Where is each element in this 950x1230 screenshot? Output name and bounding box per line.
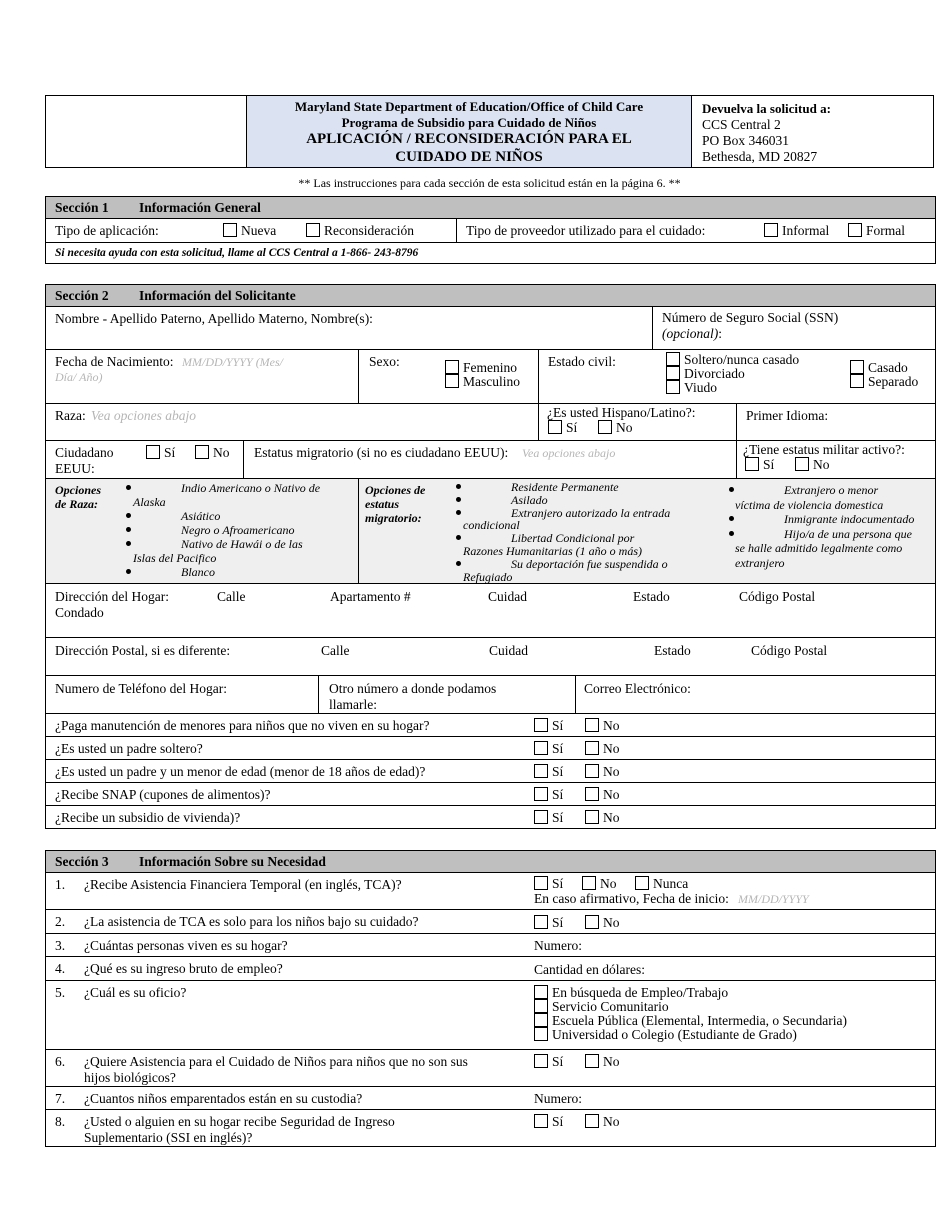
- section1-row-app-type: [45, 218, 936, 243]
- yes-option[interactable]: [534, 1054, 563, 1070]
- checkbox[interactable]: [582, 876, 596, 890]
- bullet-icon: [126, 513, 131, 518]
- divider: [243, 441, 244, 479]
- checkbox[interactable]: [745, 457, 759, 471]
- app-type-label: Tipo de aplicación:: [55, 223, 159, 238]
- name-ssn-row: [45, 306, 936, 350]
- option-label: No: [603, 1054, 620, 1069]
- citizen-label-line1: Ciudadano: [55, 445, 114, 460]
- status-option-label: Residente Permanente: [511, 480, 619, 494]
- race-option-cont: [126, 495, 356, 509]
- question-text: ¿La asistencia de TCA es solo para los niños bajo su cuidado?: [84, 914, 419, 929]
- yes-option[interactable]: [534, 1114, 563, 1130]
- option-label: Reconsideración: [324, 223, 414, 238]
- checkbox[interactable]: [585, 741, 599, 755]
- question-text: ¿Cuantos niños emparentados están en su custodia?: [84, 1091, 363, 1106]
- no-option[interactable]: [585, 810, 620, 826]
- option-label: Divorciado: [684, 366, 745, 381]
- sex-label: Sexo:: [369, 354, 400, 369]
- mail-street-label[interactable]: Calle: [321, 643, 350, 658]
- question-number: 6.: [55, 1054, 66, 1069]
- checkbox[interactable]: [585, 1114, 599, 1128]
- app-type-reconsideration-option[interactable]: [306, 223, 414, 239]
- status-option-label: Hijo/a de una persona que: [784, 526, 912, 541]
- checkbox[interactable]: [534, 1054, 548, 1068]
- yes-option[interactable]: [534, 810, 563, 826]
- first-language-label: Primer Idioma:: [746, 408, 829, 423]
- yes-option[interactable]: [534, 718, 563, 734]
- option-label: Viudo: [684, 380, 717, 395]
- number-label[interactable]: Numero:: [534, 938, 582, 953]
- status-option-label: extranjero: [735, 555, 785, 570]
- race-option-label: Nativo de Hawái o de las: [181, 537, 303, 551]
- civil-separated-option[interactable]: [850, 374, 918, 390]
- occupation-option[interactable]: [534, 1027, 797, 1043]
- race-option: [126, 523, 356, 537]
- other-phone-label-line1: Otro número a donde podamos: [329, 681, 497, 696]
- yes-option[interactable]: [534, 915, 563, 931]
- no-option[interactable]: [585, 915, 620, 931]
- yes-option[interactable]: [534, 876, 563, 892]
- military-label: ¿Tiene estatus militar activo?:: [743, 442, 905, 457]
- hispanic-no-option[interactable]: [598, 420, 633, 436]
- question-text: ¿Qué es su ingreso bruto de empleo?: [84, 961, 283, 976]
- checkbox[interactable]: [585, 915, 599, 929]
- question-row: [45, 759, 936, 783]
- home-apartment-label[interactable]: Apartamento #: [330, 589, 411, 604]
- checkbox[interactable]: [146, 445, 160, 459]
- status-option: [729, 483, 934, 498]
- checkbox[interactable]: [585, 718, 599, 732]
- checkbox[interactable]: [445, 360, 459, 374]
- phone-email-row: [45, 675, 936, 714]
- question-row: [45, 736, 936, 760]
- question-number: 5.: [55, 985, 66, 1000]
- question-row: [45, 782, 936, 806]
- checkbox[interactable]: [534, 876, 548, 890]
- mail-city-label[interactable]: Cuidad: [489, 643, 528, 658]
- section1-number: Sección 1: [55, 200, 109, 215]
- number-label[interactable]: Numero:: [534, 1091, 582, 1106]
- divider: [575, 676, 576, 714]
- checkbox[interactable]: [534, 1027, 548, 1041]
- question-text: ¿Recibe Asistencia Financiera Temporal (en inglés, TCA)?: [84, 877, 402, 892]
- option-label: No: [603, 810, 620, 825]
- status-option-label: víctima de violencia domestica: [735, 497, 884, 512]
- status-options-list-2: [729, 483, 934, 570]
- option-label: Casado: [868, 360, 908, 375]
- checkbox[interactable]: [534, 1013, 548, 1027]
- section2-number: Sección 2: [55, 288, 109, 303]
- option-label: Sí: [552, 1054, 564, 1069]
- name-label: Nombre - Apellido Paterno, Apellido Materno, Nombre(s):: [55, 311, 373, 326]
- question-number: 1.: [55, 877, 66, 892]
- status-option-cont: [456, 571, 731, 584]
- mail-state-label[interactable]: Estado: [654, 643, 691, 658]
- citizen-label-line2: EEUU:: [55, 461, 95, 476]
- question-text: ¿Cuántas personas viven es su hogar?: [84, 938, 288, 953]
- home-state-label[interactable]: Estado: [633, 589, 670, 604]
- question-text: ¿Paga manutención de menores para niños que no viven en su hogar?: [55, 718, 430, 733]
- section3-q7-row: [45, 1086, 936, 1110]
- race-option-label: Blanco: [181, 565, 215, 579]
- option-label: No: [603, 764, 620, 779]
- return-address-line1: CCS Central 2: [702, 117, 781, 132]
- help-text: Si necesita ayuda con esta solicitud, llame al CCS Central a 1-866- 243-8796: [55, 247, 419, 259]
- checkbox[interactable]: [598, 420, 612, 434]
- return-address-line3: Bethesda, MD 20827: [702, 149, 818, 164]
- military-no-option[interactable]: [795, 457, 830, 473]
- section3-q3-row: [45, 933, 936, 957]
- migratory-placeholder[interactable]: Vea opciones abajo: [522, 446, 616, 460]
- status-option-cont: [729, 541, 934, 556]
- checkbox[interactable]: [195, 445, 209, 459]
- race-option-label: Indio Americano o Nativo de: [181, 481, 321, 495]
- divider: [736, 404, 737, 441]
- race-option: [126, 509, 356, 523]
- option-label: Sí: [552, 764, 564, 779]
- option-label: No: [813, 457, 830, 472]
- citizen-yes-option[interactable]: [146, 445, 175, 461]
- question-number: 8.: [55, 1114, 66, 1129]
- no-option[interactable]: [585, 787, 620, 803]
- checkbox[interactable]: [306, 223, 320, 237]
- return-label: Devuelva la solicitud a:: [702, 101, 831, 116]
- option-label: Sí: [552, 915, 564, 930]
- checkbox[interactable]: [585, 764, 599, 778]
- never-option[interactable]: [635, 876, 688, 892]
- option-label: Formal: [866, 223, 905, 238]
- race-options-title-line2: de Raza:: [55, 497, 98, 511]
- option-label: No: [616, 420, 633, 435]
- no-option[interactable]: [585, 1114, 620, 1130]
- home-city-label[interactable]: Cuidad: [488, 589, 527, 604]
- bullet-icon: [126, 527, 131, 532]
- checkbox[interactable]: [548, 420, 562, 434]
- option-label: Informal: [782, 223, 830, 238]
- dob-sex-civil-row: [45, 349, 936, 404]
- question-text: ¿Recibe SNAP (cupones de alimentos)?: [55, 787, 271, 802]
- home-county-label[interactable]: Condado: [55, 605, 104, 620]
- option-label: Sí: [552, 718, 564, 733]
- option-label: Sí: [552, 810, 564, 825]
- status-option-label: Refugiado: [463, 569, 513, 584]
- bullet-icon: [456, 561, 461, 566]
- status-option-label: Su deportación fue suspendida o: [511, 556, 668, 571]
- dob-placeholder-line1[interactable]: MM/DD/YYYY (Mes/: [182, 355, 284, 369]
- hispanic-label: ¿Es usted Hispano/Latino?:: [547, 405, 696, 420]
- race-option-label: Alaska: [133, 495, 166, 509]
- status-option-label: Razones Humanitarias (1 año o más): [463, 543, 642, 558]
- civil-widowed-option[interactable]: [666, 380, 717, 396]
- section1-header: [45, 196, 936, 219]
- race-option-cont: [126, 551, 356, 565]
- option-label: No: [603, 741, 620, 756]
- checkbox[interactable]: [534, 999, 548, 1013]
- status-option-label: Extranjero autorizado la entrada: [511, 505, 671, 520]
- section3-q4-row: [45, 956, 936, 981]
- divider: [318, 676, 319, 714]
- no-option[interactable]: [585, 741, 620, 757]
- migratory-label: Estatus migratorio (si no es ciudadano EEUU):: [254, 445, 509, 460]
- question-number: 2.: [55, 914, 66, 929]
- option-label: Sí: [552, 741, 564, 756]
- provider-informal-option[interactable]: [764, 223, 829, 239]
- amount-label[interactable]: Cantidad en dólares:: [534, 962, 645, 977]
- divider: [736, 441, 737, 479]
- race-hispanic-language-row: [45, 403, 936, 441]
- status-option: [729, 527, 934, 542]
- checkbox[interactable]: [534, 915, 548, 929]
- option-label: Sí: [552, 1114, 564, 1129]
- status-option-label: se halle admitido legalmente como: [735, 541, 903, 555]
- option-label: Sí: [763, 457, 775, 472]
- mail-address-label: Dirección Postal, si es diferente:: [55, 643, 231, 658]
- citizen-no-option[interactable]: [195, 445, 230, 461]
- option-label: No: [603, 718, 620, 733]
- question-text: ¿Recibe un subsidio de vivienda)?: [55, 810, 241, 825]
- military-yes-option[interactable]: [745, 457, 774, 473]
- status-option-cont: [729, 556, 934, 571]
- section3-q8-row: [45, 1109, 936, 1147]
- option-label: Universidad o Colegio (Estudiante de Grado): [552, 1027, 797, 1042]
- options-block: [45, 478, 936, 584]
- mail-zip-label[interactable]: Código Postal: [751, 643, 828, 658]
- checkbox[interactable]: [585, 810, 599, 824]
- yes-option[interactable]: [534, 787, 563, 803]
- question-row: [45, 805, 936, 829]
- no-option[interactable]: [582, 876, 617, 892]
- option-label: Servicio Comunitario: [552, 999, 669, 1014]
- option-label: Femenino: [463, 360, 517, 375]
- question-text: ¿Es usted un padre y un menor de edad (menor de 18 años de edad)?: [55, 764, 426, 779]
- race-placeholder[interactable]: Vea opciones abajo: [91, 408, 196, 423]
- other-phone-label-line2: llamarle:: [329, 697, 377, 712]
- status-options-title-line3: migratorio:: [365, 511, 422, 525]
- option-label: No: [603, 915, 620, 930]
- status-option-label: condicional: [463, 518, 520, 533]
- question-text-line2: hijos biológicos?: [84, 1070, 176, 1085]
- app-type-new-option[interactable]: [223, 223, 276, 239]
- checkbox[interactable]: [445, 374, 459, 388]
- checkbox[interactable]: [534, 810, 548, 824]
- bullet-icon: [729, 487, 734, 492]
- divider: [456, 219, 457, 243]
- bullet-icon: [456, 510, 461, 515]
- race-options-title-line1: Opciones: [55, 483, 101, 497]
- email-label: Correo Electrónico:: [584, 681, 691, 696]
- ssn-optional: (opcional): [662, 326, 719, 341]
- checkbox[interactable]: [534, 718, 548, 732]
- mail-address-row: [45, 637, 936, 676]
- checkbox[interactable]: [534, 764, 548, 778]
- checkbox[interactable]: [666, 366, 680, 380]
- option-label: Sí: [552, 787, 564, 802]
- option-label: Separado: [868, 374, 919, 389]
- status-option: [456, 494, 731, 507]
- race-option: [126, 537, 356, 551]
- no-option[interactable]: [585, 718, 620, 734]
- bullet-icon: [126, 485, 131, 490]
- provider-formal-option[interactable]: [848, 223, 905, 239]
- race-option: [126, 481, 356, 495]
- divider: [538, 404, 539, 441]
- question-text: ¿Es usted un padre soltero?: [55, 741, 203, 756]
- dob-placeholder-line2[interactable]: Día/ Año): [55, 370, 103, 384]
- status-options-list: [456, 481, 731, 583]
- start-date-placeholder[interactable]: MM/DD/YYYY: [738, 892, 809, 906]
- race-options-list: [126, 481, 356, 579]
- agency-name: Maryland State Department of Education/Office of Child Care: [294, 99, 644, 114]
- home-street-label[interactable]: Calle: [217, 589, 246, 604]
- option-label: Sí: [552, 876, 564, 891]
- sex-male-option[interactable]: [445, 374, 520, 390]
- status-option-label: Inmigrante indocumentado: [784, 512, 915, 526]
- checkbox[interactable]: [666, 380, 680, 394]
- question-row: [45, 713, 936, 737]
- option-label: No: [600, 876, 617, 891]
- question-text-line2: Suplementario (SSI en inglés)?: [84, 1130, 253, 1145]
- home-phone-label: Numero de Teléfono del Hogar:: [55, 681, 227, 696]
- bullet-icon: [456, 484, 461, 489]
- option-label: Escuela Pública (Elemental, Intermedia, o Secundaria): [552, 1013, 848, 1028]
- home-zip-label[interactable]: Código Postal: [739, 589, 816, 604]
- race-option-label: Asiático: [181, 509, 221, 523]
- checkbox[interactable]: [764, 223, 778, 237]
- status-option-label: Asilado: [511, 492, 548, 507]
- section1-help-row: [45, 242, 936, 264]
- race-option-label: Islas del Pacifico: [133, 551, 217, 565]
- question-text: ¿Cuál es su oficio?: [84, 985, 187, 1000]
- ssn-colon: :: [718, 326, 723, 341]
- option-label: No: [603, 787, 620, 802]
- status-options-title-line1: Opciones de: [365, 483, 426, 497]
- checkbox[interactable]: [223, 223, 237, 237]
- bullet-icon: [456, 535, 461, 540]
- option-label: Nunca: [653, 876, 689, 891]
- civil-status-label: Estado civil:: [548, 354, 616, 369]
- home-address-label: Dirección del Hogar:: [55, 589, 169, 604]
- no-option[interactable]: [585, 764, 620, 780]
- question-number: 3.: [55, 938, 66, 953]
- status-option-label: Extranjero o menor: [784, 483, 879, 497]
- option-label: No: [213, 445, 230, 460]
- program-name: Programa de Subsidio para Cuidado de Niños: [341, 115, 597, 130]
- form-title-line1: APLICACIÓN / RECONSIDERACIÓN PARA EL: [306, 131, 632, 147]
- form-title-line2: CUIDADO DE NIÑOS: [395, 149, 543, 165]
- bullet-icon: [729, 531, 734, 536]
- section3-header: [45, 850, 936, 873]
- question-text-line1: ¿Usted o alguien en su hogar recibe Seguridad de Ingreso: [84, 1114, 395, 1129]
- race-option: [126, 565, 356, 579]
- status-option: [456, 481, 731, 494]
- start-date-label: En caso afirmativo, Fecha de inicio:: [534, 891, 729, 906]
- checkbox[interactable]: [585, 1054, 599, 1068]
- citizen-migratory-military-row: [45, 440, 936, 479]
- home-address-row: [45, 583, 936, 638]
- question-text-line1: ¿Quiere Asistencia para el Cuidado de Niños para niños que no son sus: [84, 1054, 468, 1069]
- status-option-cont: [729, 498, 934, 513]
- yes-option[interactable]: [534, 764, 563, 780]
- checkbox[interactable]: [848, 223, 862, 237]
- section3-title: Información Sobre su Necesidad: [139, 854, 326, 869]
- checkbox[interactable]: [534, 741, 548, 755]
- checkbox[interactable]: [850, 360, 864, 374]
- option-label: En búsqueda de Empleo/Trabajo: [552, 985, 729, 1000]
- section3-q6-row: [45, 1049, 936, 1087]
- return-address-line2: PO Box 346031: [702, 133, 790, 148]
- option-label: Sí: [164, 445, 176, 460]
- hispanic-yes-option[interactable]: [548, 420, 577, 436]
- bullet-icon: [456, 497, 461, 502]
- option-label: No: [603, 1114, 620, 1129]
- checkbox[interactable]: [585, 787, 599, 801]
- checkbox[interactable]: [534, 985, 548, 999]
- section2-title: Información del Solicitante: [139, 288, 296, 303]
- section3-q2-row: [45, 909, 936, 934]
- option-label: Masculino: [463, 374, 520, 389]
- option-label: Nueva: [241, 223, 277, 238]
- question-number: 7.: [55, 1091, 66, 1106]
- section1-title: Información General: [139, 200, 261, 215]
- question-number: 4.: [55, 961, 66, 976]
- section2-header: [45, 284, 936, 307]
- race-label: Raza:: [55, 408, 86, 423]
- status-option-cont: [456, 545, 731, 558]
- status-options-title-line2: estatus: [365, 497, 400, 511]
- yes-option[interactable]: [534, 741, 563, 757]
- section3-q5-row: [45, 980, 936, 1050]
- divider: [652, 307, 653, 350]
- checkbox[interactable]: [635, 876, 649, 890]
- status-option-label: Libertad Condicional por: [511, 531, 635, 546]
- dob-label: Fecha de Nacimiento:: [55, 354, 174, 369]
- checkbox[interactable]: [795, 457, 809, 471]
- divider: [538, 350, 539, 404]
- bullet-icon: [729, 516, 734, 521]
- checkbox[interactable]: [534, 787, 548, 801]
- bullet-icon: [126, 569, 131, 574]
- race-option-label: Negro o Afroamericano: [181, 523, 295, 537]
- status-option: [729, 512, 934, 527]
- ssn-optional-note: [662, 326, 722, 342]
- section3-number: Sección 3: [55, 854, 109, 869]
- ssn-label: Número de Seguro Social (SSN): [662, 310, 839, 325]
- no-option[interactable]: [585, 1054, 620, 1070]
- section3-q1-row: [45, 872, 936, 910]
- provider-type-label: Tipo de proveedor utilizado para el cuidado:: [466, 223, 706, 238]
- checkbox[interactable]: [534, 1114, 548, 1128]
- option-label: Soltero/nunca casado: [684, 352, 800, 367]
- checkbox[interactable]: [666, 352, 680, 366]
- checkbox[interactable]: [850, 374, 864, 388]
- divider: [358, 479, 359, 584]
- option-label: Sí: [566, 420, 578, 435]
- divider: [358, 350, 359, 404]
- bullet-icon: [126, 541, 131, 546]
- instructions-note: ** Las instrucciones para cada sección de esta solicitud están en la página 6. **: [298, 176, 681, 190]
